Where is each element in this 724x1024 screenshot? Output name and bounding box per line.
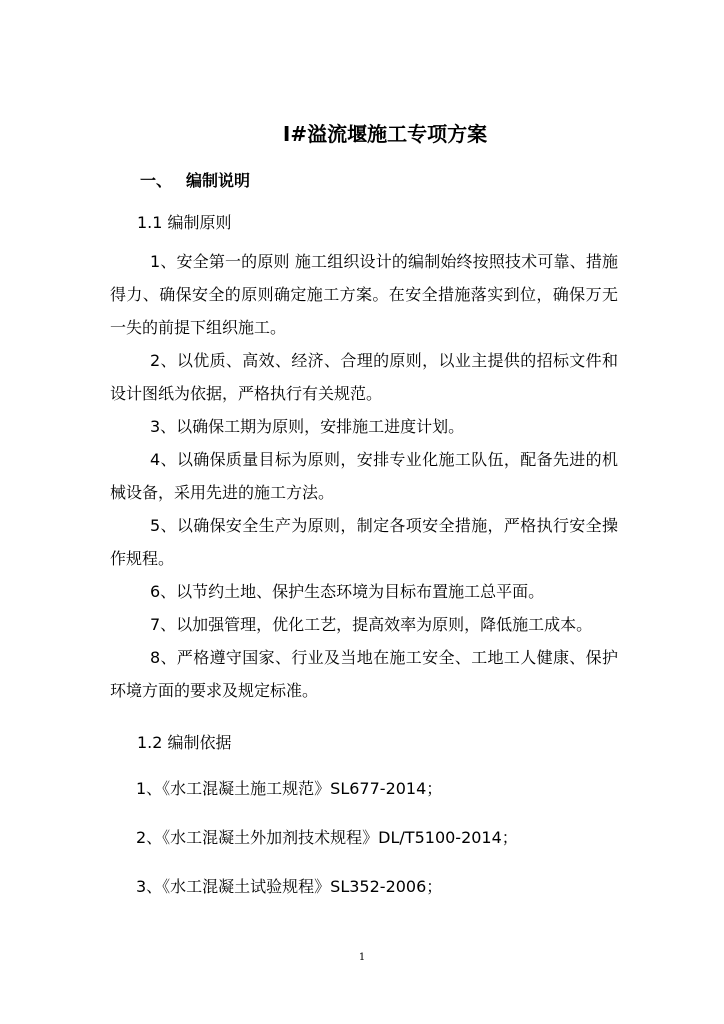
principle-item-1: 1、安全第一的原则 施工组织设计的编制始终按照技术可靠、措施得力、确保安全的原则确定施工方案。在安全措施落实到位，确保万无一失的前提下组织施工。 [110, 252, 618, 337]
principle-item-2: 2、以优质、高效、经济、合理的原则，以业主提供的招标文件和设计图纸为依据，严格执行有关规范。 [110, 351, 618, 403]
page-number: 1 [358, 952, 366, 963]
section-number: 一、 [140, 171, 173, 190]
principle-item-4: 4、以确保质量目标为原则，安排专业化施工队伍，配备先进的机械设备，采用先进的施工方法。 [110, 450, 618, 502]
subsection-heading-1-2: 1.2 编制依据 [137, 733, 232, 752]
section-title: 编制说明 [186, 171, 251, 190]
document-title: I#溢流堰施工专项方案 [282, 122, 488, 146]
principle-item-5: 5、以确保安全生产为原则，制定各项安全措施，严格执行安全操作规程。 [110, 516, 618, 568]
subsection-heading-1-1: 1.1 编制原则 [137, 213, 232, 232]
principle-item-7: 7、以加强管理，优化工艺，提高效率为原则，降低施工成本。 [150, 615, 593, 634]
reference-item-1: 1、《水工混凝土施工规范》SL677-2014； [136, 779, 443, 798]
reference-item-2: 2、《水工混凝土外加剂技术规程》DL/T5100-2014； [136, 828, 518, 847]
section-heading [140, 168, 250, 191]
principle-item-8: 8、严格遵守国家、行业及当地在施工安全、工地工人健康、保护环境方面的要求及规定标准。 [110, 648, 618, 700]
principle-item-3: 3、以确保工期为原则，安排施工进度计划。 [150, 417, 465, 436]
principle-item-6: 6、以节约土地、保护生态环境为目标布置施工总平面。 [150, 582, 545, 601]
reference-item-3: 3、《水工混凝土试验规程》SL352-2006； [136, 877, 443, 896]
